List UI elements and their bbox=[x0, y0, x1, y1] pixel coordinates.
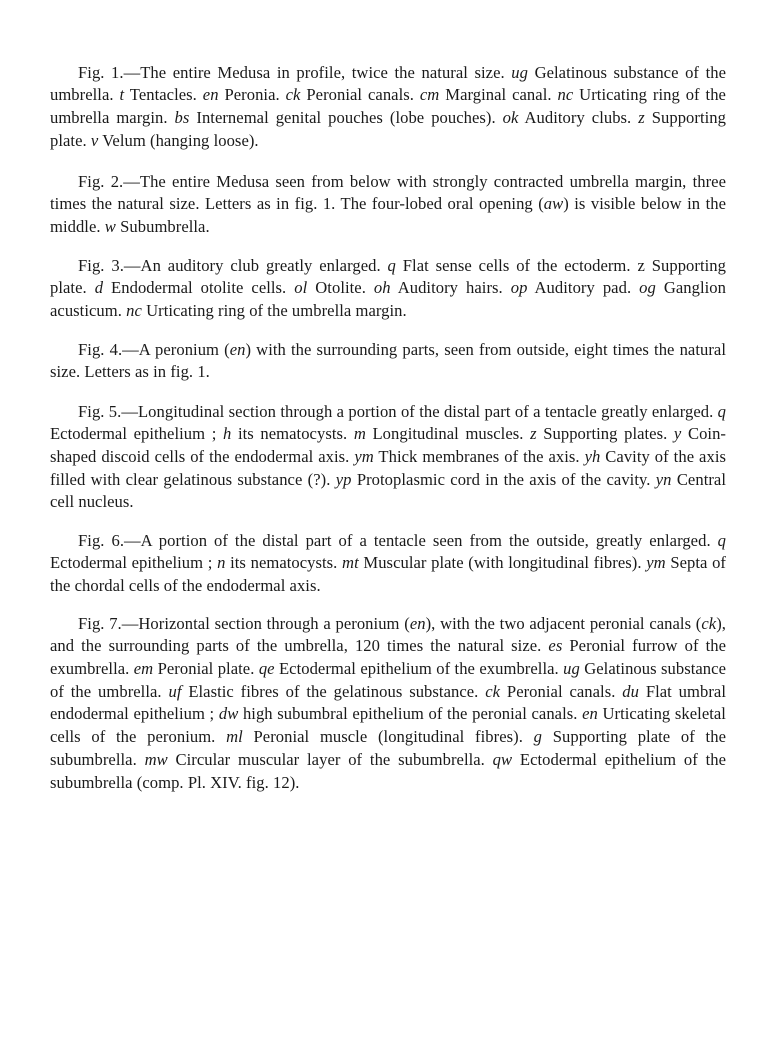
figure-1-caption bbox=[50, 62, 726, 153]
caption-text: Supporting plate of the subumbrella. bbox=[50, 727, 726, 769]
reference-letter: en bbox=[229, 339, 246, 359]
caption-text: Flat sense cells of the ectoderm. z Supporting plate. bbox=[50, 255, 726, 298]
reference-letter: qw bbox=[492, 749, 513, 769]
reference-letter: ck bbox=[285, 85, 301, 105]
caption-text: Peronial canals. bbox=[500, 681, 623, 701]
reference-letter: y bbox=[673, 424, 682, 444]
figure-3-caption bbox=[50, 255, 726, 323]
figure-6-caption bbox=[50, 530, 726, 598]
caption-text: Longitudinal muscles. bbox=[365, 424, 531, 444]
caption-text: Fig. 3.—An auditory club greatly enlarged. bbox=[78, 255, 388, 275]
caption-text: ), and the surrounding parts of the umbrella, 120 times the natural size. bbox=[50, 613, 727, 656]
reference-letter: ym bbox=[646, 553, 666, 573]
reference-letter: m bbox=[353, 424, 366, 444]
reference-letter: ug bbox=[511, 62, 528, 82]
reference-letter: mw bbox=[144, 749, 168, 769]
reference-letter: nc bbox=[557, 85, 574, 105]
figure-2-caption bbox=[50, 171, 726, 239]
caption-text: Ectodermal epithelium of the exumbrella. bbox=[274, 659, 564, 678]
caption-text: Protoplasmic cord in the axis of the cavity. bbox=[351, 469, 656, 489]
caption-text: Urticating ring of the umbrella margin. bbox=[141, 301, 407, 320]
caption-text: Fig. 7.—Horizontal section through a peronium ( bbox=[78, 613, 410, 633]
caption-text: ) is visible below in the middle. bbox=[50, 194, 726, 236]
caption-text: high subumbral epithelium of the peronial canals. bbox=[238, 704, 583, 724]
caption-text: ) with the surrounding parts, seen from outside, eight times the natural size. Letters as in fig. 1. bbox=[50, 339, 726, 382]
caption-text: Internemal genital pouches (lobe pouches). bbox=[189, 108, 503, 127]
caption-text: Peronia. bbox=[218, 85, 286, 105]
reference-letter: em bbox=[133, 659, 154, 678]
caption-text: Gelatinous substance of the umbrella. bbox=[50, 62, 726, 105]
reference-letter: op bbox=[510, 278, 528, 298]
caption-text: Supporting plates. bbox=[536, 424, 674, 444]
caption-text: Urticating ring of the umbrella margin. bbox=[50, 85, 726, 127]
reference-letter: d bbox=[94, 278, 104, 298]
caption-text: Tentacles. bbox=[124, 85, 203, 105]
caption-text: Gelatinous substance of the umbrella. bbox=[50, 659, 726, 701]
caption-text: Peronial furrow of the exumbrella. bbox=[50, 636, 726, 678]
reference-letter: og bbox=[639, 278, 656, 298]
caption-text: Velum (hanging loose). bbox=[98, 130, 259, 150]
caption-text: Elastic fibres of the gelatinous substance. bbox=[181, 681, 486, 701]
reference-letter: nc bbox=[126, 301, 142, 320]
reference-letter: q bbox=[717, 401, 726, 421]
reference-letter: q bbox=[717, 530, 726, 550]
reference-letter: ym bbox=[354, 447, 374, 466]
reference-letter: yp bbox=[335, 469, 352, 489]
reference-letter: bs bbox=[174, 108, 190, 127]
reference-letter: ol bbox=[294, 278, 308, 298]
reference-letter: cm bbox=[419, 85, 440, 105]
caption-text: Thick membranes of the axis. bbox=[373, 447, 585, 466]
reference-letter: en bbox=[582, 704, 598, 724]
reference-letter: ck bbox=[485, 681, 501, 701]
caption-text: Auditory clubs. bbox=[518, 108, 639, 127]
caption-text: Ectodermal epithelium of the subumbrella (comp. Pl. XIV. fig. 12). bbox=[50, 749, 727, 792]
reference-letter: h bbox=[222, 424, 232, 444]
reference-letter: uf bbox=[168, 681, 182, 701]
reference-letter: en bbox=[409, 613, 426, 633]
reference-letter: z bbox=[638, 108, 645, 127]
caption-text: its nematocysts. bbox=[231, 424, 354, 444]
reference-letter: du bbox=[622, 681, 639, 701]
reference-letter: oh bbox=[373, 278, 391, 298]
caption-text: Marginal canal. bbox=[439, 85, 558, 105]
reference-letter: v bbox=[90, 130, 99, 150]
caption-text: Ganglion acusticum. bbox=[50, 278, 726, 320]
caption-text: Muscular plate (with longitudinal fibres). bbox=[358, 553, 647, 573]
reference-letter: ck bbox=[701, 613, 717, 633]
caption-text: Endodermal otolite cells. bbox=[103, 278, 295, 298]
reference-letter: en bbox=[202, 85, 219, 105]
reference-letter: yn bbox=[655, 469, 672, 489]
reference-letter: z bbox=[530, 424, 537, 444]
caption-text: Circular muscular layer of the subumbrella. bbox=[167, 749, 493, 769]
caption-text: Auditory hairs. bbox=[390, 278, 511, 298]
caption-text: Flat umbral endodermal epithelium ; bbox=[50, 681, 726, 724]
caption-text: Supporting plate. bbox=[50, 108, 726, 150]
caption-text: Fig. 1.—The entire Medusa in profile, twice the natural size. bbox=[78, 62, 512, 82]
reference-letter: n bbox=[217, 553, 226, 573]
caption-text: Septa of the chordal cells of the endodermal axis. bbox=[50, 553, 727, 595]
caption-text: Fig. 6.—A portion of the distal part of a tentacle seen from the outside, greatly enlarged. bbox=[78, 530, 718, 550]
reference-letter: ok bbox=[502, 108, 519, 127]
reference-letter: qe bbox=[258, 659, 275, 678]
figure-5-caption bbox=[50, 401, 726, 515]
caption-text: ), with the two adjacent peronial canals ( bbox=[425, 613, 702, 633]
caption-text: Peronial canals. bbox=[300, 85, 420, 105]
reference-letter: q bbox=[387, 255, 396, 275]
caption-text: Subumbrella. bbox=[115, 217, 210, 236]
caption-text: Fig. 4.—A peronium ( bbox=[78, 339, 230, 359]
reference-letter: ug bbox=[563, 659, 580, 678]
caption-text: Fig. 2.—The entire Medusa seen from below with strongly contracted umbrella margin, three times the natural size. Letters as in fig. 1. The four-lobed oral opening ( bbox=[50, 171, 726, 214]
reference-letter: yh bbox=[584, 447, 601, 466]
reference-letter: w bbox=[104, 217, 116, 236]
reference-letter: mt bbox=[342, 553, 359, 573]
caption-text: Fig. 5.—Longitudinal section through a portion of the distal part of a tentacle greatly enlarged. bbox=[78, 401, 718, 421]
reference-letter: ml bbox=[226, 727, 243, 747]
caption-text: Central cell nucleus. bbox=[50, 469, 727, 512]
reference-letter: g bbox=[533, 727, 542, 747]
caption-text: Peronial muscle (longitudinal fibres). bbox=[242, 727, 534, 747]
reference-letter: es bbox=[548, 636, 563, 656]
caption-text: Coin-shaped discoid cells of the endodermal axis. bbox=[50, 424, 727, 466]
caption-text: Peronial plate. bbox=[153, 659, 259, 678]
caption-text: Urticating skeletal cells of the peronium. bbox=[50, 704, 726, 747]
caption-text: Auditory pad. bbox=[527, 278, 640, 298]
figure-4-caption bbox=[50, 339, 726, 384]
caption-text: Otolite. bbox=[307, 278, 374, 298]
reference-letter: dw bbox=[218, 704, 239, 724]
caption-text: its nematocysts. bbox=[225, 553, 343, 573]
caption-text: Ectodermal epithelium ; bbox=[50, 553, 218, 573]
figure-7-caption bbox=[50, 613, 726, 795]
caption-text: Ectodermal epithelium ; bbox=[50, 424, 223, 444]
caption-text: Cavity of the axis filled with clear gelatinous substance (?). bbox=[50, 447, 726, 489]
reference-letter: t bbox=[119, 85, 125, 105]
reference-letter: aw bbox=[543, 194, 564, 214]
